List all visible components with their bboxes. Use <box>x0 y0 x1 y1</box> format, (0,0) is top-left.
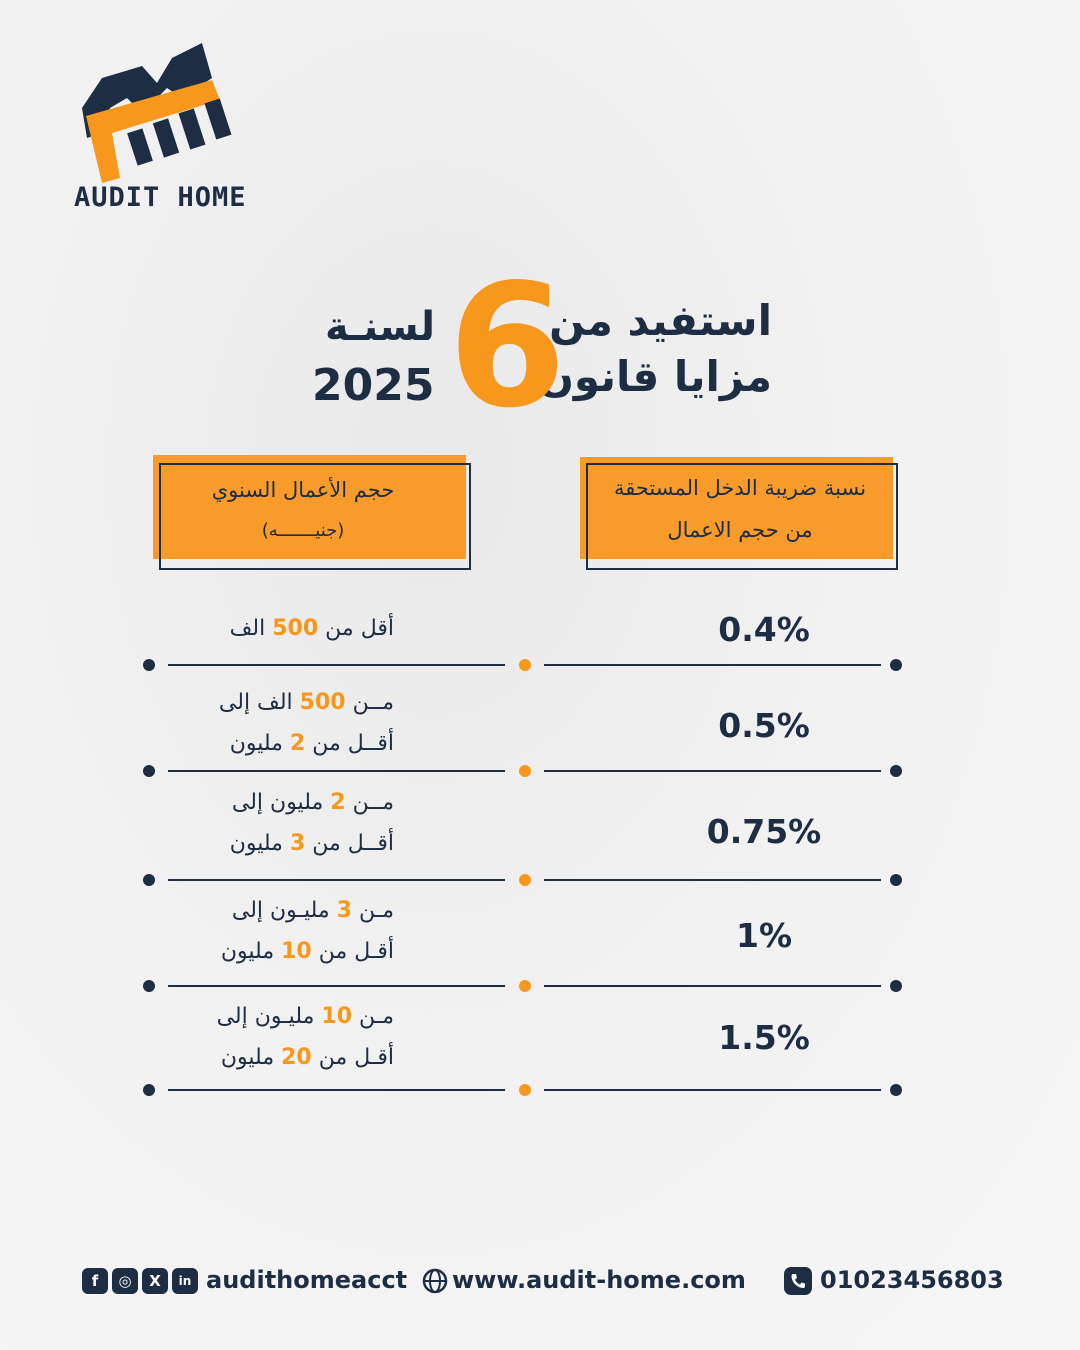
row-divider-dot <box>143 874 155 886</box>
table-row-rate: 0.4% <box>718 610 810 649</box>
row-divider-dot <box>890 980 902 992</box>
title-year: 2025 <box>312 360 435 411</box>
table-row-range: مـن 10 مليـون إلى أقـل من 20 مليون <box>216 1004 394 1070</box>
row-divider-dot <box>890 1084 902 1096</box>
row-divider-dot <box>143 659 155 671</box>
row-divider-dot-center <box>519 874 531 886</box>
rate-header-line-2: من حجم الاعمال <box>667 518 813 542</box>
website-link[interactable]: www.audit-home.com <box>452 1266 746 1294</box>
linkedin-icon[interactable]: in <box>172 1268 198 1294</box>
volume-header-line-1: حجم الأعمال السنوي <box>211 478 395 502</box>
table-row-range: مــن 2 مليون إلى أقــل من 3 مليون <box>229 790 394 856</box>
social-icons <box>82 1268 198 1294</box>
title-line-1: استفيد من <box>549 296 772 345</box>
row-divider-line <box>544 985 881 987</box>
phone-icon <box>784 1267 812 1295</box>
table-row-range: مــن 500 الف إلى أقــل من 2 مليون <box>218 690 394 756</box>
row-divider-line <box>168 879 505 881</box>
table-row-rate: 1% <box>735 916 793 955</box>
table-row-range: مـن 3 مليـون إلى أقـل من 10 مليون <box>220 898 394 964</box>
row-divider-line <box>544 770 881 772</box>
row-divider-dot <box>890 659 902 671</box>
row-divider-line <box>168 664 505 666</box>
facebook-icon[interactable]: f <box>82 1268 108 1294</box>
row-divider-dot <box>890 765 902 777</box>
row-divider-dot <box>890 874 902 886</box>
row-divider-dot-center <box>519 659 531 671</box>
phone-number[interactable]: 01023456803 <box>820 1266 1004 1294</box>
title-number: 6 <box>448 248 567 446</box>
row-divider-dot-center <box>519 980 531 992</box>
x-icon[interactable]: X <box>142 1268 168 1294</box>
title-line-2: مزايا قانون <box>538 352 772 401</box>
row-divider-line <box>168 985 505 987</box>
social-handle[interactable]: audithomeacct <box>206 1266 408 1294</box>
row-divider-dot <box>143 980 155 992</box>
instagram-icon[interactable]: ◎ <box>112 1268 138 1294</box>
row-divider-dot-center <box>519 765 531 777</box>
globe-icon <box>422 1268 448 1294</box>
row-divider-line <box>544 664 881 666</box>
row-divider-dot <box>143 1084 155 1096</box>
row-divider-line <box>168 1089 505 1091</box>
rate-header-line-1: نسبة ضريبة الدخل المستحقة <box>613 476 867 500</box>
row-divider-line <box>544 879 881 881</box>
table-row-rate: 1.5% <box>718 1018 810 1057</box>
row-divider-line <box>544 1089 881 1091</box>
row-divider-line <box>168 770 505 772</box>
table-row-rate: 0.75% <box>706 812 822 851</box>
row-divider-dot-center <box>519 1084 531 1096</box>
row-divider-dot <box>143 765 155 777</box>
table-row-rate: 0.5% <box>718 706 810 745</box>
brand-name: AUDIT HOME <box>74 182 247 213</box>
volume-header-line-2: (جنيـــــــه) <box>261 520 345 541</box>
title-year-label: لسنـة <box>325 304 435 350</box>
table-row-range: أقل من 500 الف <box>229 616 394 641</box>
